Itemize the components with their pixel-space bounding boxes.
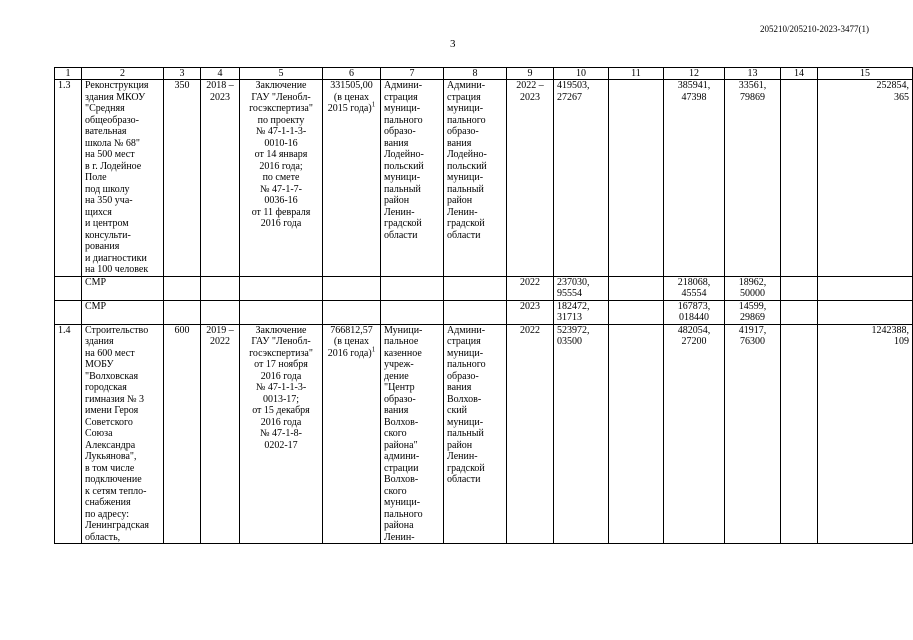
- empty-cell: [323, 300, 381, 324]
- table-row-1-3: [55, 80, 913, 277]
- column-header: 8: [444, 68, 507, 80]
- investment-table: [54, 67, 913, 544]
- period: 2018 – 2023: [201, 80, 240, 277]
- recipient: Админи- страция муници- пального образо- вания Лодейно- польский муници- пальный район Ленин- градской области: [444, 80, 507, 277]
- empty-cell: [818, 276, 913, 300]
- total-amount: 419503, 27267: [554, 80, 609, 277]
- financing-years: 2022: [507, 276, 554, 300]
- expertise-conclusion: Заключение ГАУ "Ленобл- госэкспертиза" по проекту № 47-1-1-3- 0010-16 от 14 января 2016 года; по смете № 47-1-7- 0036-16 от 11 февраля 2016 года: [240, 80, 323, 277]
- column-header: 2: [82, 68, 164, 80]
- column-header: 1: [55, 68, 82, 80]
- row-number: 1.3: [55, 80, 82, 277]
- empty-cell: [240, 300, 323, 324]
- column-header: 5: [240, 68, 323, 80]
- local-budget: 33561, 79869: [725, 80, 781, 277]
- column-header: 7: [381, 68, 444, 80]
- remaining-cost: 252854, 365: [818, 80, 913, 277]
- estimated-cost: [323, 80, 381, 277]
- footnote-mark: 1: [371, 345, 376, 354]
- financing-years: 2022 – 2023: [507, 80, 554, 277]
- empty-cell: [164, 276, 201, 300]
- object-name: Строительство здания на 600 мест МОБУ "Волховская городская гимназия № 3 имени Героя Советского Союза Александра Лукьянова", в том числе подключение к сетям тепло- снабжения по адресу: Ленинградская область,: [82, 324, 164, 544]
- empty-cell: [164, 300, 201, 324]
- empty-cell: [201, 300, 240, 324]
- empty-cell: [444, 300, 507, 324]
- column-number-row: [55, 68, 913, 80]
- regional-budget: 482054, 27200: [664, 324, 725, 544]
- local-budget: 18962, 50000: [725, 276, 781, 300]
- document-id: 205210/205210-2023-3477(1): [760, 24, 869, 34]
- column-header: 6: [323, 68, 381, 80]
- total-amount: 237030, 95554: [554, 276, 609, 300]
- empty-cell: [781, 300, 818, 324]
- table-row-smr-2022: [55, 276, 913, 300]
- estimated-cost: [323, 324, 381, 544]
- column-header: 15: [818, 68, 913, 80]
- expertise-conclusion: Заключение ГАУ "Ленобл- госэкспертиза" от 17 ноября 2016 года № 47-1-1-3- 0013-17; от 15 декабря 2016 года № 47-1-8- 0202-17: [240, 324, 323, 544]
- empty-cell: [818, 300, 913, 324]
- object-name: Реконструкция здания МКОУ "Средняя общеобразо- вательная школа № 68" на 500 мест в г. Лодейное Поле под школу на 350 уча- щихся и центром консульти- рования и диагностики на 100 человек: [82, 80, 164, 277]
- table-row-1-4: [55, 324, 913, 544]
- empty-cell: [201, 276, 240, 300]
- period: 2019 – 2022: [201, 324, 240, 544]
- estimated-cost-value: 331505,00 (в ценах 2015 года): [327, 80, 373, 114]
- financing-years: 2023: [507, 300, 554, 324]
- regional-budget: 385941, 47398: [664, 80, 725, 277]
- empty-cell: [609, 324, 664, 544]
- remaining-cost: 1242388, 109: [818, 324, 913, 544]
- page-number: 3: [450, 38, 456, 50]
- column-header: 12: [664, 68, 725, 80]
- local-budget: 41917, 76300: [725, 324, 781, 544]
- recipient: Админи- страция муници- пального образо- вания Волхов- ский муници- пальный район Ленин- градской области: [444, 324, 507, 544]
- empty-cell: [55, 276, 82, 300]
- estimated-cost-value: 766812,57 (в ценах 2016 года): [327, 324, 373, 359]
- regional-budget: 218068, 45554: [664, 276, 725, 300]
- footnote-mark: 1: [371, 100, 376, 109]
- financing-years: 2022: [507, 324, 554, 544]
- column-header: 4: [201, 68, 240, 80]
- empty-cell: [381, 276, 444, 300]
- customer: Админи- страция муници- пального образо- вания Лодейно- польский муници- пальный район Ленин- градской области: [381, 80, 444, 277]
- empty-cell: [609, 80, 664, 277]
- work-type: СМР: [82, 300, 164, 324]
- empty-cell: [609, 300, 664, 324]
- column-header: 10: [554, 68, 609, 80]
- column-header: 3: [164, 68, 201, 80]
- column-header: 14: [781, 68, 818, 80]
- total-amount: 523972, 03500: [554, 324, 609, 544]
- empty-cell: [323, 276, 381, 300]
- empty-cell: [240, 276, 323, 300]
- empty-cell: [444, 276, 507, 300]
- empty-cell: [781, 276, 818, 300]
- work-type: СМР: [82, 276, 164, 300]
- regional-budget: 167873, 018440: [664, 300, 725, 324]
- empty-cell: [781, 80, 818, 277]
- empty-cell: [609, 276, 664, 300]
- empty-cell: [781, 324, 818, 544]
- column-header: 13: [725, 68, 781, 80]
- empty-cell: [381, 300, 444, 324]
- table-row-smr-2023: [55, 300, 913, 324]
- local-budget: 14599, 29869: [725, 300, 781, 324]
- empty-cell: [55, 300, 82, 324]
- capacity: 350: [164, 80, 201, 277]
- total-amount: 182472, 31713: [554, 300, 609, 324]
- row-number: 1.4: [55, 324, 82, 544]
- column-header: 11: [609, 68, 664, 80]
- capacity: 600: [164, 324, 201, 544]
- customer: Муници- пальное казенное учреж- дение "Центр образо- вания Волхов- ского района" админи- страции Волхов- ского муници- пального района Ленин-: [381, 324, 444, 544]
- column-header: 9: [507, 68, 554, 80]
